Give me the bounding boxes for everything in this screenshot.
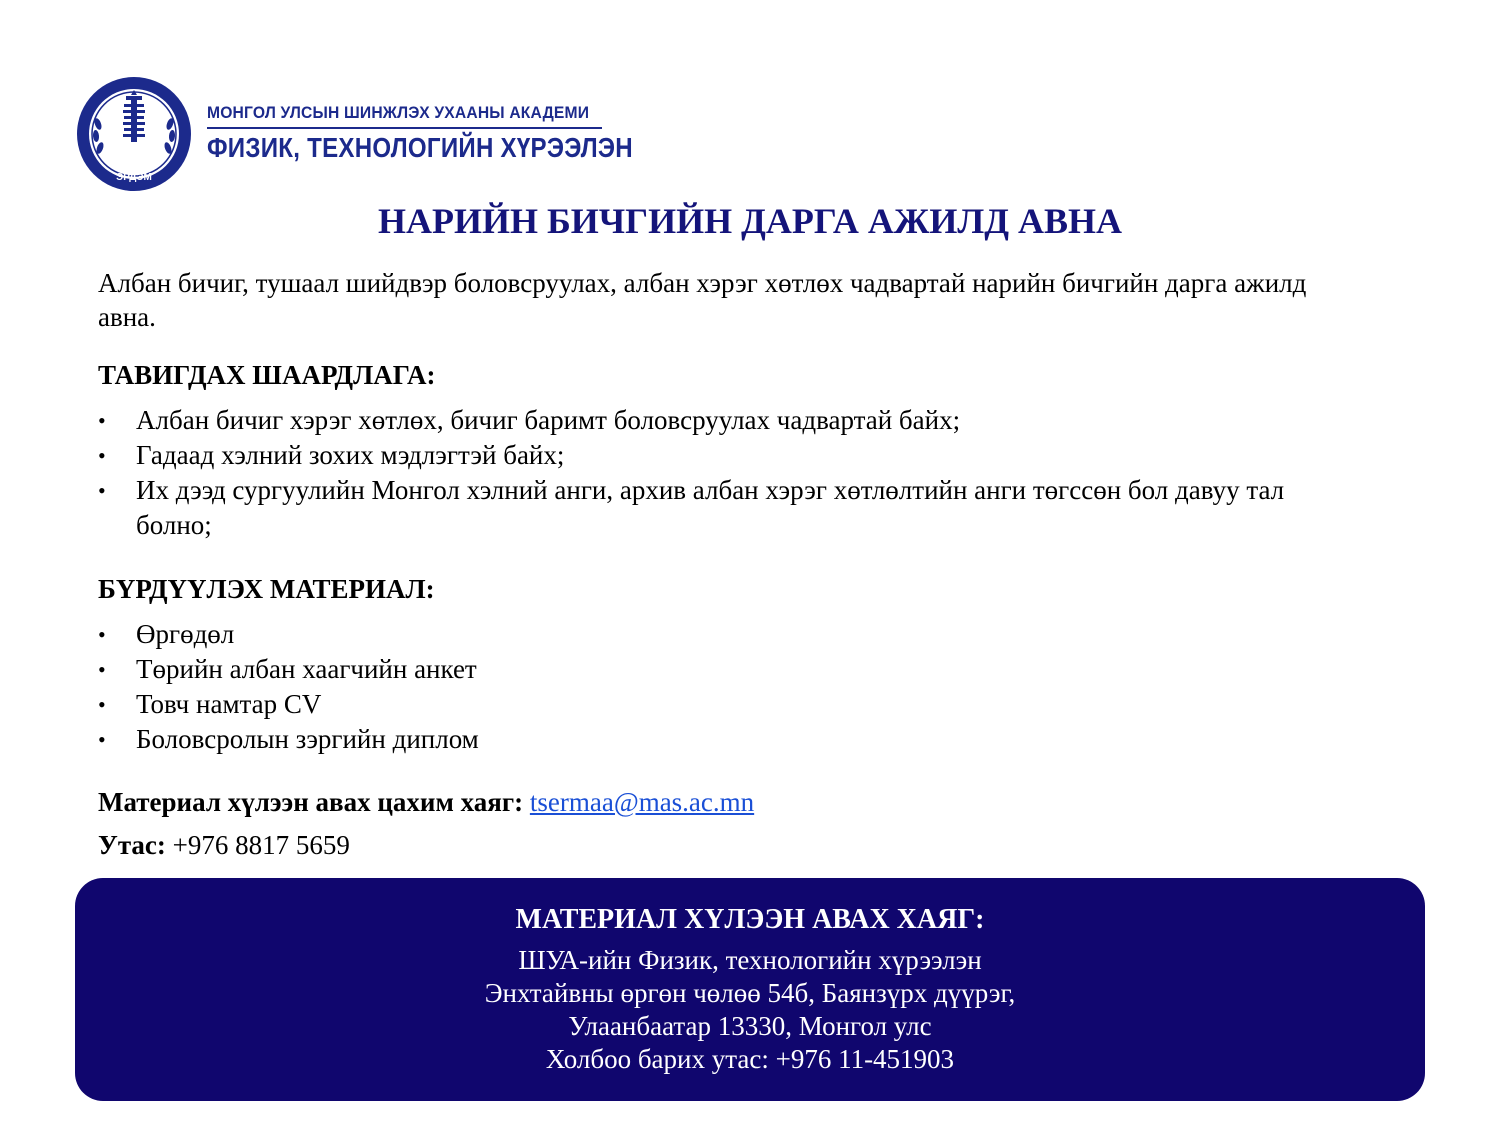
emblem-text: ЭРДЭМ [116,172,152,183]
requirements-heading: ТАВИГДАХ ШААРДЛАГА: [98,360,436,390]
address-footer [75,878,1425,1101]
materials-heading: БҮРДҮҮЛЭХ МАТЕРИАЛ: [98,574,435,604]
list-item: • Их дээд сургуулийн Монгол хэлний анги, архив албан хэрэг хөтлөлтийн анги төгссөн бол давуу тал болно; [98,473,1366,543]
footer-line: ШУА-ийн Физик, технологийн хүрээлэн [518,945,982,975]
list-item: • Өргөдөл [98,617,1398,652]
email-link[interactable]: tsermaa@mas.ac.mn [529,787,755,817]
footer-line: Улаанбаатар 13330, Монгол улс [568,1011,932,1041]
list-item: • Төрийн албан хаагчийн анкет [98,652,1398,687]
requirements-list [98,403,1398,543]
intro-paragraph: Албан бичиг, тушаал шийдвэр боловсруулах, албан хэрэг хөтлөх чадвартай нарийн бичгийн дарга ажилд авна. [98,268,1307,332]
phone-number: +976 8817 5659 [172,830,350,860]
emblem-icon [76,76,192,192]
email-label: Материал хүлээн авах цахим хаяг: [98,787,524,817]
list-item: • Албан бичиг хэрэг хөтлөх, бичиг баримт боловсруулах чадвартай байх; [98,403,1398,438]
page-title: НАРИЙН БИЧГИЙН ДАРГА АЖИЛД АВНА [377,201,1123,241]
list-item: • Гадаад хэлний зохих мэдлэгтэй байх; [98,438,1398,473]
org-divider [207,127,602,129]
organization-name [207,103,702,164]
phone-label: Утас: [98,830,166,860]
list-item: • Боловсролын зэргийн диплом [98,722,1398,757]
list-item: • Товч намтар CV [98,687,1398,722]
institute-name: ФИЗИК, ТЕХНОЛОГИЙН ХҮРЭЭЛЭН [207,132,633,163]
phone-contact [98,830,350,861]
footer-line: Холбоо барих утас: +976 11-451903 [545,1044,955,1074]
footer-address [75,944,1425,1076]
email-contact [98,787,754,818]
footer-line: Энхтайвны өргөн чөлөө 54б, Баянзүрх дүүрэг, [484,978,1016,1008]
academy-name: МОНГОЛ УЛСЫН ШИНЖЛЭХ УХААНЫ АКАДЕМИ [207,103,590,122]
footer-title: МАТЕРИАЛ ХҮЛЭЭН АВАХ ХАЯГ: [515,904,985,935]
materials-list [98,617,1398,757]
institute-logo [76,76,192,192]
